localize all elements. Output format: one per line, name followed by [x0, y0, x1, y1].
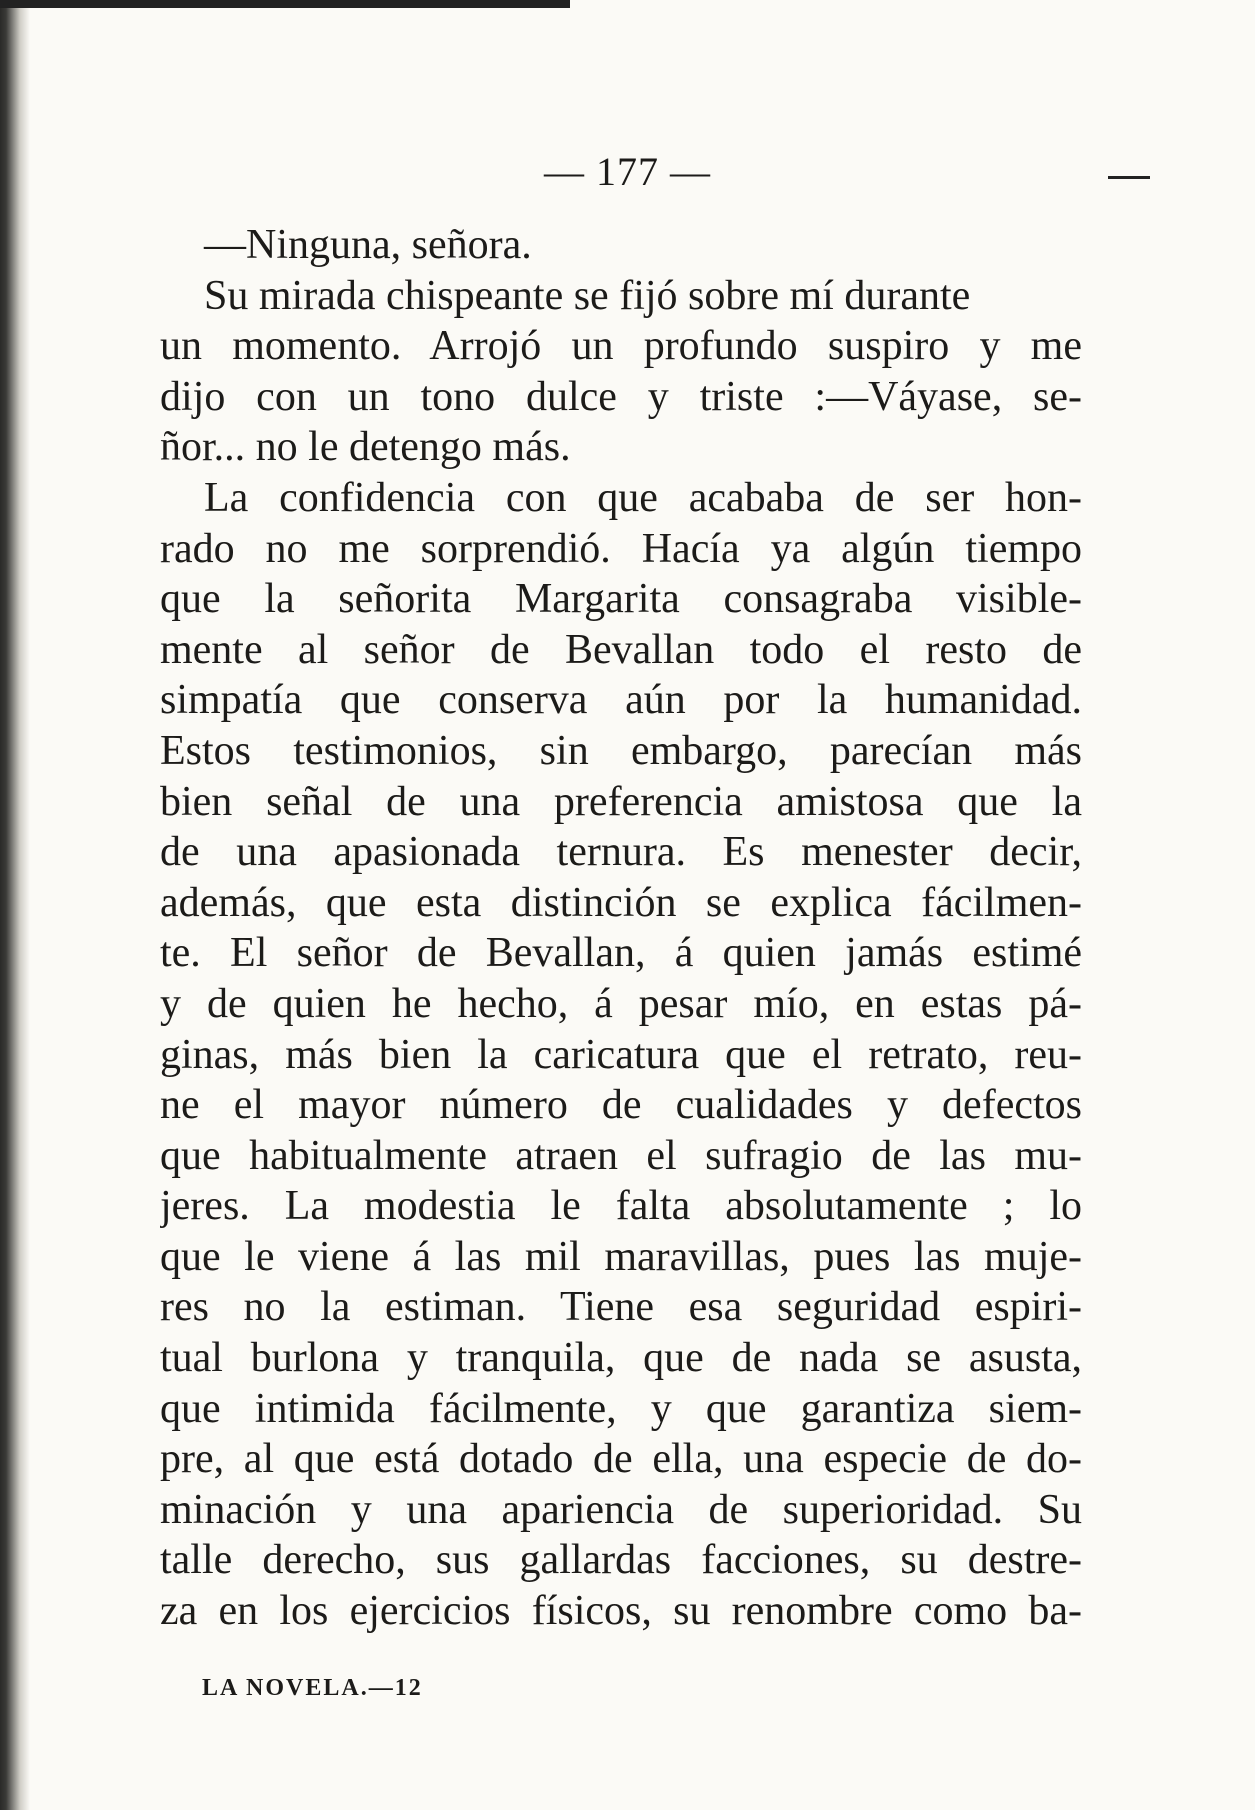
top-rule [0, 0, 570, 8]
text-line: tual burlona y tranquila, que de nada se asusta, [160, 1335, 1082, 1382]
text-line: rado no me sorprendió. Hacía ya algún tiempo [160, 525, 1082, 572]
text-line: ginas, más bien la caricatura que el retrato, reu- [160, 1031, 1082, 1078]
text-line: que habitualmente atraen el sufragio de las mu- [160, 1132, 1082, 1179]
text-line: un momento. Arrojó un profundo suspiro y me [160, 323, 1082, 370]
binding-edge [0, 0, 30, 1810]
printer-signature: LA NOVELA.—12 [202, 1675, 423, 1701]
text-line: Su mirada chispeante se fijó sobre mí durante [204, 272, 971, 319]
text-line: simpatía que conserva aún por la humanidad. [160, 677, 1082, 724]
text-line: además, que esta distinción se explica fácilmen- [160, 879, 1082, 926]
text-line: minación y una apariencia de superioridad. Su [160, 1486, 1082, 1533]
text-line: talle derecho, sus gallardas facciones, su destre- [160, 1537, 1082, 1584]
text-line: bien señal de una preferencia amistosa que la [160, 778, 1082, 825]
text-line: ne el mayor número de cualidades y defectos [160, 1082, 1082, 1129]
text-line: mente al señor de Bevallan todo el resto de [160, 626, 1082, 673]
corner-dash [1108, 176, 1150, 179]
text-line: La confidencia con que acababa de ser hon- [204, 474, 1082, 521]
text-line: Estos testimonios, sin embargo, parecían más [160, 727, 1082, 774]
text-line: y de quien he hecho, á pesar mío, en estas pá- [160, 980, 1082, 1027]
text-line: ñor... no le detengo más. [160, 424, 571, 471]
text-line: que le viene á las mil maravillas, pues las muje- [160, 1233, 1082, 1280]
text-line: de una apasionada ternura. Es menester decir, [160, 829, 1082, 876]
text-line: za en los ejercicios físicos, su renombre como ba- [160, 1588, 1082, 1635]
page-number: — 177 — [544, 149, 711, 194]
text-line: te. El señor de Bevallan, á quien jamás estimé [160, 930, 1082, 977]
text-line: res no la estiman. Tiene esa seguridad espiri- [160, 1284, 1082, 1331]
text-line: dijo con un tono dulce y triste :—Váyase, se- [160, 373, 1082, 420]
text-line: —Ninguna, señora. [204, 222, 532, 268]
text-line: pre, al que está dotado de ella, una especie de do- [160, 1436, 1082, 1483]
text-line: jeres. La modestia le falta absolutamente ; lo [160, 1183, 1082, 1230]
text-line: que intimida fácilmente, y que garantiza siem- [160, 1385, 1082, 1432]
text-line: que la señorita Margarita consagraba visible- [160, 576, 1082, 623]
body-text [160, 220, 1082, 1637]
